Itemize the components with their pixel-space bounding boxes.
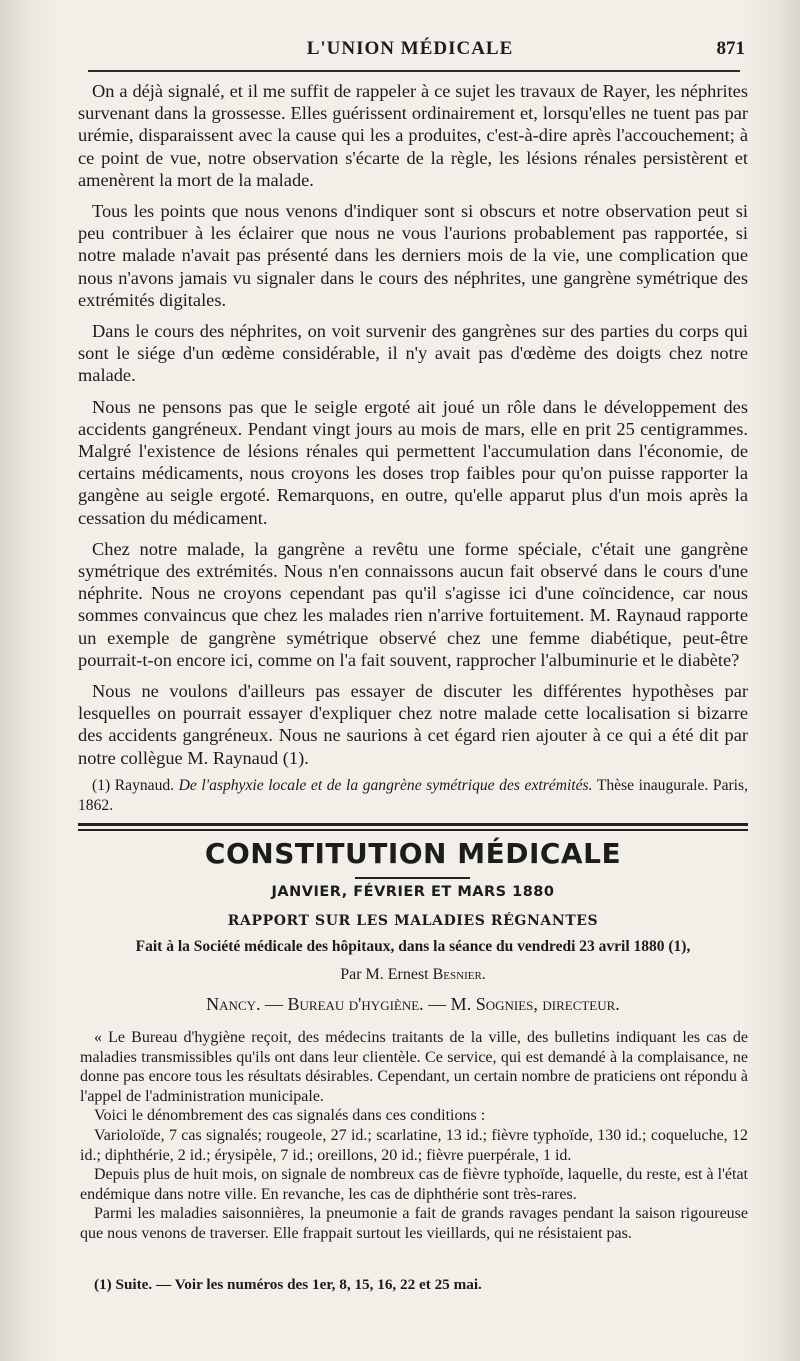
- report-paragraph-4: Depuis plus de huit mois, on signale de nombreux cas de fièvre typhoïde, laquelle, du reste, est à l'état endémique dans notre ville. En revanche, les cas de diphthérie sont très-rares.: [80, 1166, 748, 1203]
- page-number: 871: [716, 38, 745, 59]
- report-paragraph-3: Varioloïde, 7 cas signalés; rougeole, 27 id.; scarlatine, 13 id.; fièvre typhoïde, 130 id.; coqueluche, 12 id.; diphthérie, 2 id.; érysipèle, 7 id.; oreillons, 20 id.; fièvre puerpérale, 1 id.: [80, 1126, 748, 1164]
- footnote-suffix: Thèse inaugurale. Paris, 1862.: [78, 777, 748, 814]
- article-footnote: [78, 776, 748, 816]
- article-paragraph-6: Nous ne voulons d'ailleurs pas essayer de discuter les différentes hypothèses par lesquelles on pourrait essayer d'expliquer chez notre malade cette localisation si bizarre des accidents gangréneux. Nous ne saurions à cet égard rien ajouter à ce qui a été dit par notre collègue M. Raynaud (1).: [78, 681, 748, 768]
- title-underline: [355, 877, 470, 879]
- article-paragraph-5: Chez notre malade, la gangrène a revêtu une forme spéciale, c'était une gangrène symétrique des extrémités. Nous n'en connaissons aucun fait observé dans le cours d'une néphrite. Nous ne croyons cependant pas qu'il s'agisse ici d'une coïncidence, car nous sommes convaincus que chez les malades rien n'arrive fortuitement. M. Raynaud rapporte un exemple de gangrène symétrique observé chez une femme diabétique, peut-être pourrait-t-on encore ici, comme on l'a fait souvent, rapprocher l'albuminurie et le diabète?: [78, 538, 748, 670]
- city-heading: Nancy. — Bureau d'hygiène. — M. Sognies, directeur.: [206, 994, 620, 1014]
- author-prefix: Par M. Ernest: [340, 966, 429, 983]
- report-paragraph-1: « Le Bureau d'hygiène reçoit, des médecins traitants de la ville, des bulletins indiquant les cas de maladies transmissibles qu'ils ont dans leur clientèle. Ce service, qui est demandé à la complaisance, ne donne pas encore tous les résultats désirables. Cependant, un certain nombre de praticiens ont répondu à l'appel de l'administration municipale.: [80, 1029, 748, 1105]
- report-paragraph-5: Parmi les maladies saisonnières, la pneumonie a fait de grands ravages pendant la saison rigoureuse que nous venons de traverser. Elle frappait surtout les vieillards, qui ne résistaient pas.: [80, 1205, 748, 1242]
- section-title: CONSTITUTION MÉDICALE: [204, 837, 622, 870]
- section-footnote: (1) Suite. — Voir les numéros des 1er, 8, 15, 16, 22 et 25 mai.: [94, 1276, 482, 1293]
- report-title: RAPPORT SUR LES MALADIES RÉGNANTES: [227, 913, 599, 929]
- article-body: [78, 80, 748, 778]
- journal-title: L'UNION MÉDICALE: [306, 38, 514, 59]
- footnote-prefix: (1) Raynaud.: [92, 777, 175, 794]
- report-paragraph-2: Voici le dénombrement des cas signalés dans ces conditions :: [94, 1107, 486, 1125]
- report-author: [78, 966, 748, 984]
- article-paragraph-3: Dans le cours des néphrites, on voit survenir des gangrènes sur des parties du corps qui sont le siége d'un œdème considérable, il n'y avait pas d'œdème des doigts chez notre malade.: [78, 321, 748, 386]
- report-presented: Fait à la Société médicale des hôpitaux, dans la séance du vendredi 23 avril 1880 (1),: [135, 938, 691, 955]
- author-name: Besnier.: [432, 966, 486, 983]
- section-period: JANVIER, FÉVRIER ET MARS 1880: [271, 884, 555, 900]
- article-paragraph-2: Tous les points que nous venons d'indiquer sont si obscurs et notre observation peut si peu contribuer à les éclairer que nous ne vous l'aurions probablement pas rapportée, si notre malade n'avait pas présenté dans les derniers mois de la vie, une complication que nous n'avons jamais vu signaler dans le cours des néphrites, une gangrène symétrique des extrémités digitales.: [78, 201, 748, 310]
- section-divider: [78, 823, 748, 832]
- running-header: [75, 38, 745, 64]
- header-rule: [88, 70, 740, 72]
- article-paragraph-1: On a déjà signalé, et il me suffit de rappeler à ce sujet les travaux de Rayer, les néphrites survenant dans la grossesse. Elles guérissent ordinairement et, lorsqu'elles ne tuent pas par urémie, disparaissent avec la cause qui les a produites, c'est-à-dire après l'accouchement; à ce point de vue, notre observation s'écarte de la règle, les lésions rénales persistèrent et amenèrent la mort de la malade.: [78, 81, 748, 190]
- report-body: [80, 1028, 748, 1244]
- footnote-title: De l'asphyxie locale et de la gangrène symétrique des extrémités.: [178, 777, 593, 794]
- article-paragraph-4: Nous ne pensons pas que le seigle ergoté ait joué un rôle dans le développement des accidents gangréneux. Pendant vingt jours au mois de mars, elle en prit 25 centigrammes. Malgré l'existence de lésions rénales qui permettent l'accumulation dans l'économie, de certains médicaments, nous croyons les doses trop faibles pour qu'on puisse rapporter la gangène au seigle ergoté. Remarquons, en outre, qu'elle apparut plus d'un mois après la cessation du médicament.: [78, 396, 748, 528]
